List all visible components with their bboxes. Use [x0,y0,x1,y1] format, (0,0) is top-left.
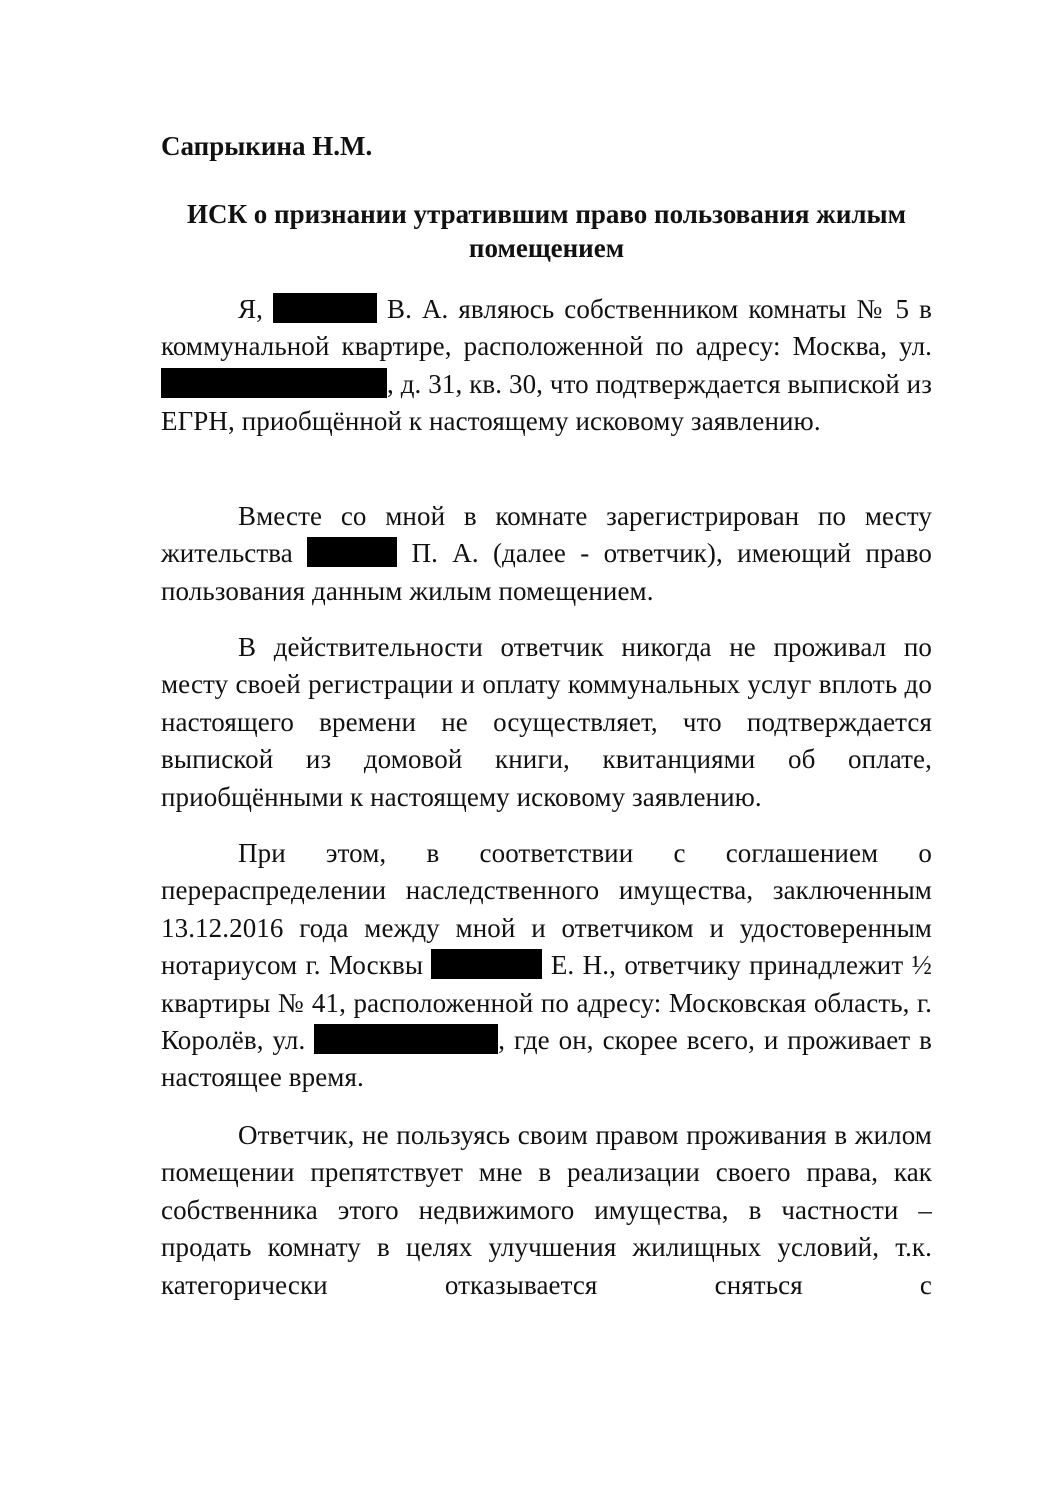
paragraph-obstruction: Ответчик, не пользуясь своим правом проживания в жилом помещении препятствует мне в реализации своего права, как собственника этого недвижимого имущества, в частности – продать комнату в целях улучшения жилищных условий, т.к. категорически отказывается сняться с [161,1120,932,1300]
redaction-block [161,368,387,398]
sender-name: Сапрыкина Н.М. [161,131,373,161]
paragraph-ownership-part-a: Я, [238,294,263,324]
paragraph-inheritance-agreement [161,835,932,1097]
paragraph-ownership [161,291,932,441]
redaction-block [314,1024,498,1054]
paragraph-ownership-part-b: В. А. являюсь собственником комнаты № 5 в коммунальной квартире, расположенной по адресу: Москва, ул. [161,294,933,362]
redaction-block [273,293,377,323]
paragraph-inheritance-part-b: Е. Н., ответчику принадлежит ½ квартиры № 41, расположенной по адресу: Московская область, г. Королёв, ул. [161,950,932,1056]
paragraph-ownership-part-c: , д. 31, кв. 30, что подтверждается выпиской из ЕГРН, приобщённой к настоящему исковому заявлению. [161,368,932,437]
redaction-block [307,537,397,567]
redaction-block [431,949,542,979]
paragraph-registration-part-a: Вместе со мной в комнате зарегистрирован по месту жительства [161,501,932,569]
paragraph-registration [161,498,932,610]
paragraph-inheritance-part-a: При этом, в соответствии с соглашением о перераспределении наследственного имущества, заключенным 13.12.2016 года между мной и ответчиком и удостоверенным нотариусом г. Москвы [161,838,932,981]
paragraph-inheritance-part-c: , где он, скорее всего, и проживает в настоящее время. [161,1025,932,1093]
paragraph-non-residence: В действительности ответчик никогда не проживал по месту своей регистрации и оплату коммунальных услуг вплоть до настоящего времени не осуществляет, что подтверждается выпиской из домовой книги, квитанциями об оплате, приобщёнными к настоящему исковому заявлению. [161,632,932,812]
document-title: ИСК о признании утратившим право пользования жилым помещением [186,199,906,263]
paragraph-registration-part-b: П. А. (далее - ответчик), имеющий право пользования данным жилым помещением. [161,538,933,606]
